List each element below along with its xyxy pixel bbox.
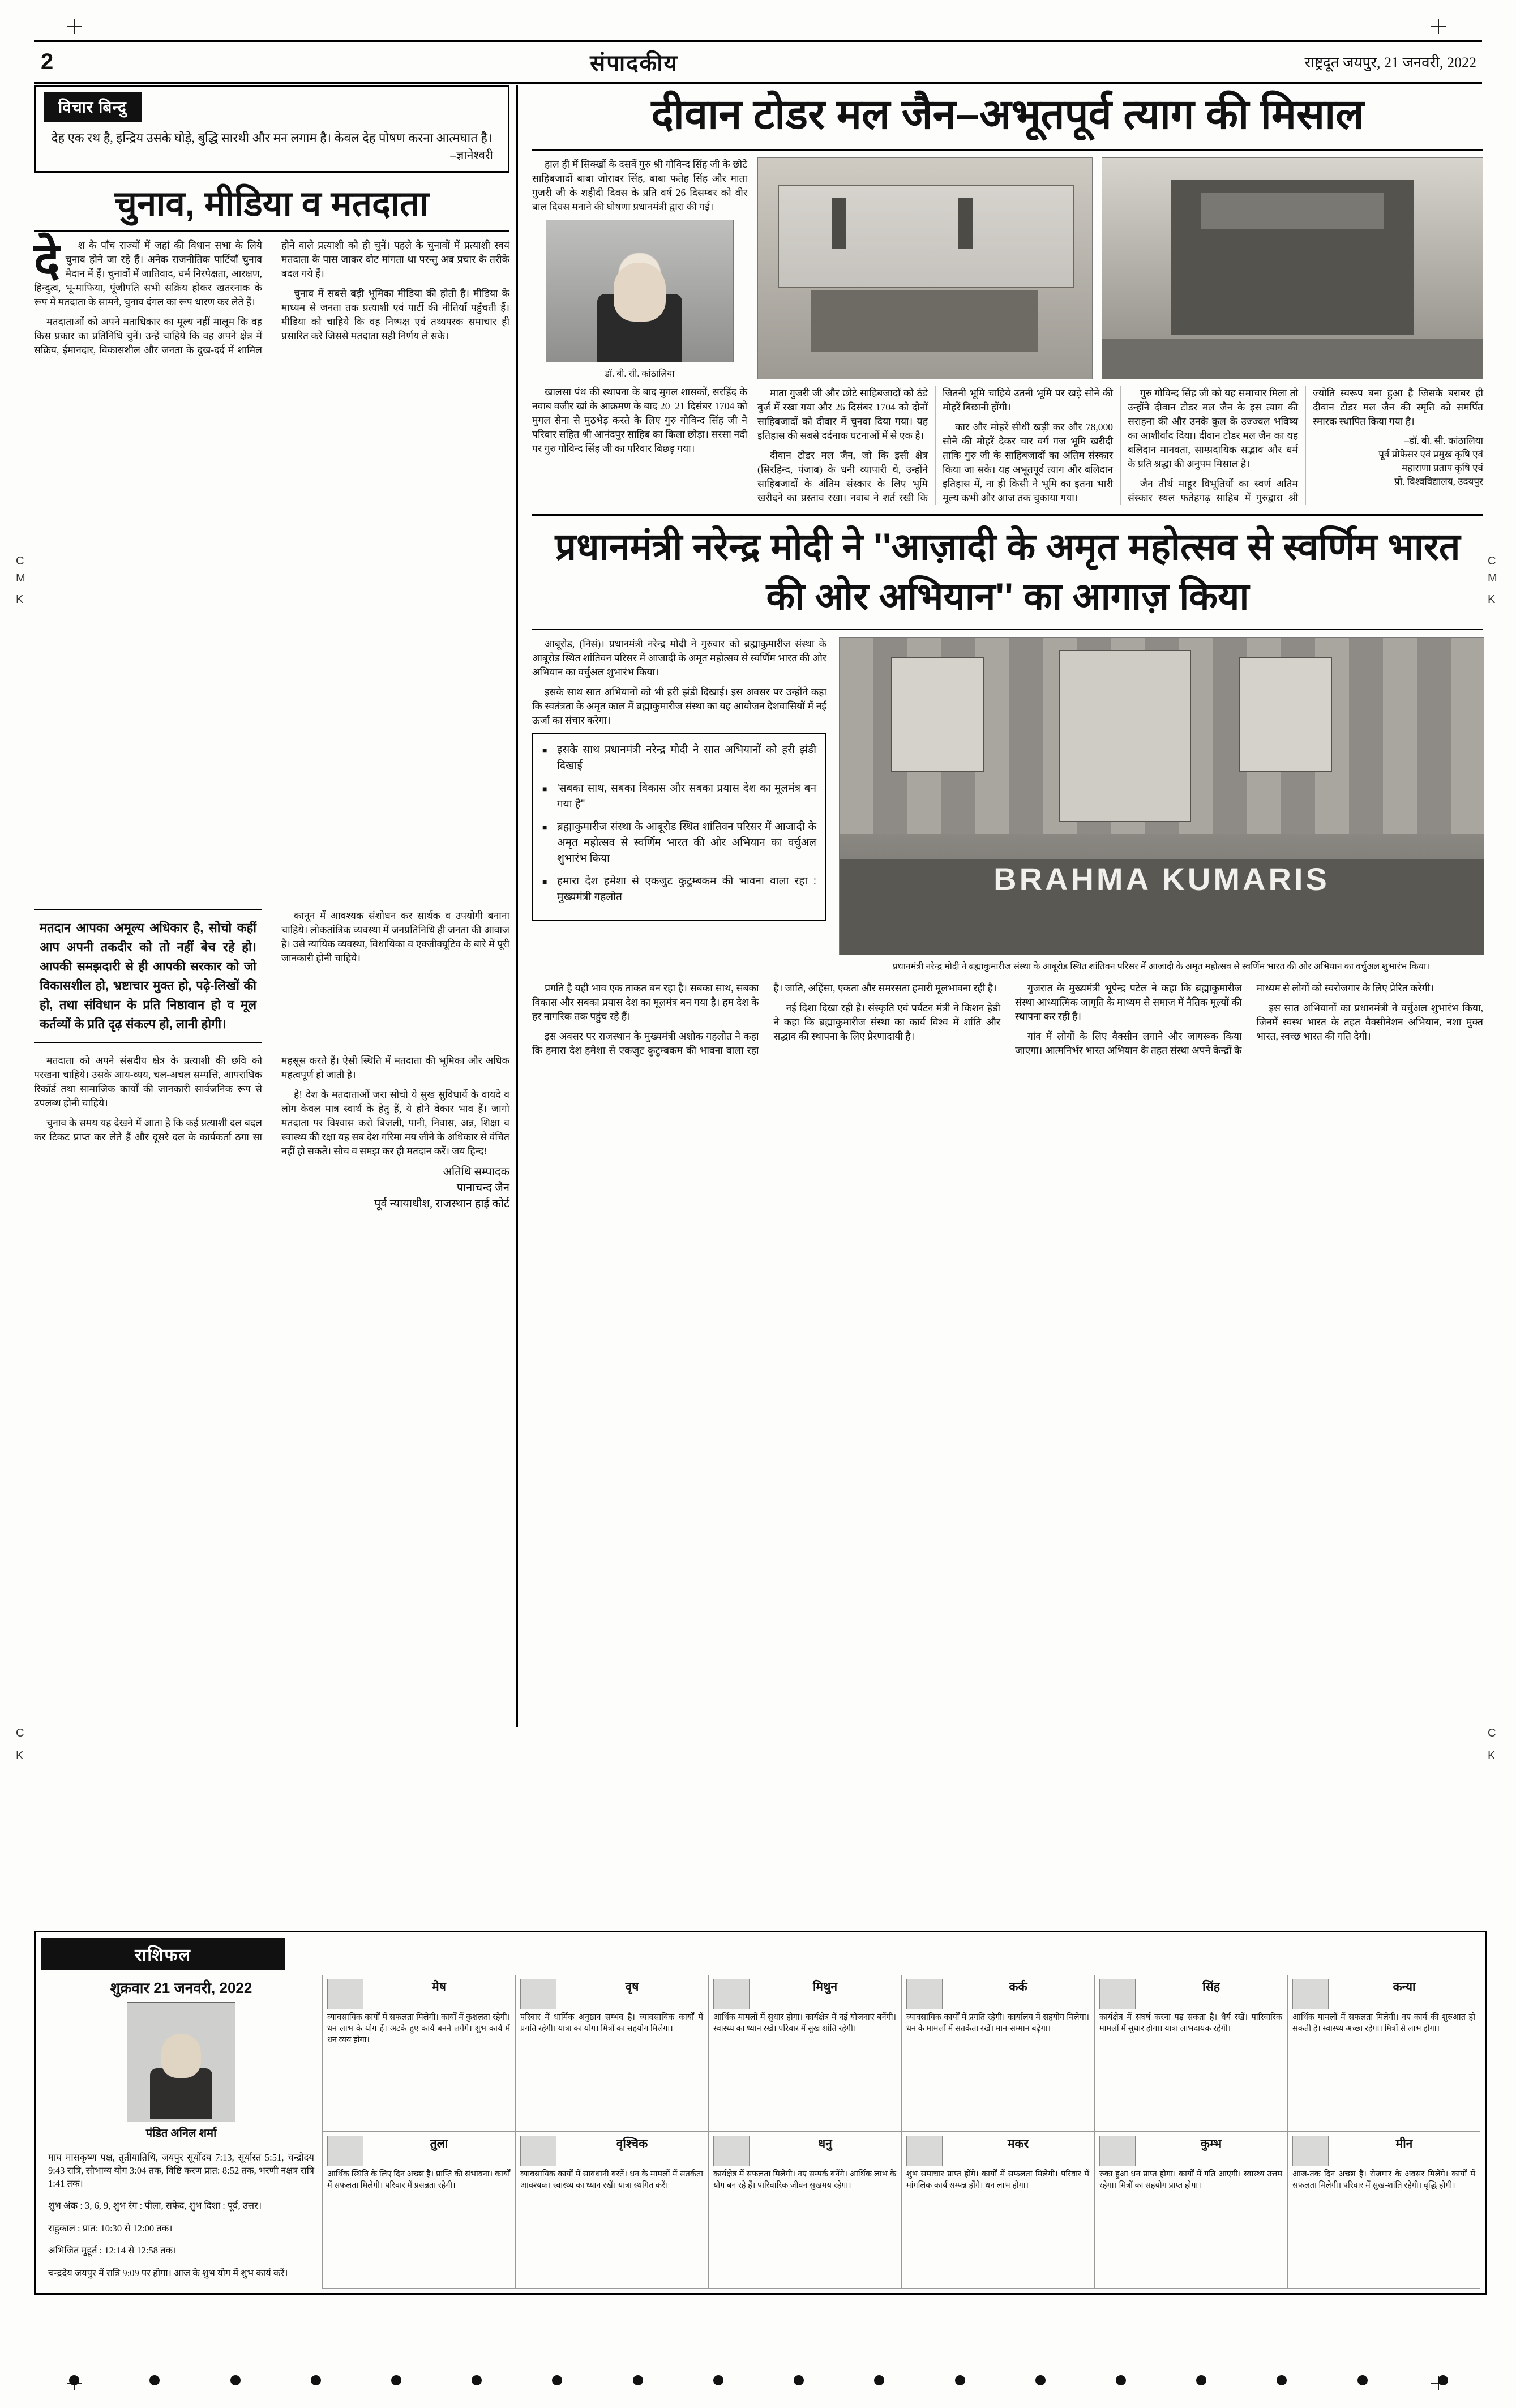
zodiac-cell (515, 2132, 708, 2289)
registration-dot (149, 2375, 160, 2385)
paragraph: प्रगति है यही भाव एक ताकत बन रहा है। सबका साथ, सबका विकास और सबका प्रयास देश का मूलमंत्र बन गया है। हम देश के हर नागरिक तक पहुंच रहे हैं। (532, 982, 759, 1022)
registration-dot (472, 2375, 482, 2385)
zodiac-cell (1094, 1975, 1287, 2132)
paragraph: श के पाँच राज्यों में जहां की विधान सभा के लिये चुनाव होने जा रहे हैं। अनेक राजनीतिक पार्टियाँ चुनाव मैदान में हैं। चुनावों में जातिवाद, धर्म निरपेक्षता, आरक्षण, हिन्दुत्व, भू-माफिया, पूंजीपति सभी सक्रिय होकर खतरनाक के रूप में मतदाता के सामने, चुनाव दंगल का रूप धारण कर लेते हैं। (34, 239, 262, 307)
zodiac-text: आर्थिक मामलों में सुधार होगा। कार्यक्षेत्र में नई योजनाएं बनेंगी। स्वास्थ्य का ध्यान रखें। परिवार में सुख शांति रहेगी। (713, 2013, 896, 2033)
signature-line: पूर्व न्यायाधीश, राजस्थान हाई कोर्ट (374, 1197, 509, 1210)
panchang-line: शुभ अंक : 3, 6, 9, शुभ रंग : पीला, सफेद, शुभ दिशा : पूर्व, उत्तर। (48, 2200, 262, 2211)
zodiac-text: शुभ समाचार प्राप्त होंगे। कार्यों में सफलता मिलेगी। परिवार में मांगलिक कार्य सम्पन्न होंगे। धन लाभ होगा। (906, 2170, 1089, 2190)
paragraph: चुनाव के समय यह देखने में आता है कि कई प्रत्याशी दल बदल कर टिकट प्राप्त कर लेते हैं और दूसरे दल के कार्यकर्ता ठगा सा महसूस करते हैं। ऐसी स्थिति में मतदाता की भूमिका और अधिक महत्वपूर्ण हो जाती है। (34, 1055, 509, 1143)
zodiac-icon (1292, 1979, 1329, 2009)
zodiac-icon (520, 2136, 556, 2166)
zodiac-text: रुका हुआ धन प्राप्त होगा। कार्यों में गति आएगी। स्वास्थ्य उत्तम रहेगा। मित्रों का सहयोग प्राप्त होगा। (1099, 2170, 1282, 2190)
zodiac-name: वृश्चिक (616, 2137, 648, 2150)
modi-story-headline: प्रधानमंत्री नरेन्द्र मोदी ने ''आज़ादी के अमृत महोत्सव से स्वर्णिम भारत की ओर अभियान'' का आगाज़ किया (555, 525, 1461, 617)
main-area (532, 85, 1483, 1058)
registration-dot (713, 2375, 723, 2385)
paragraph: नई दिशा दिखा रही है। संस्कृति एवं पर्यटन मंत्री ने किशन हेडी ने कहा कि ब्रह्माकुमारीज संस्था का कार्य विश्व में शांति और सद्भाव की स्थापना के लिए प्रेरणादायी है। (773, 1002, 1000, 1042)
divider (532, 149, 1483, 151)
byline-line: प्रो. विश्वविद्यालय, उदयपुर (1394, 476, 1483, 487)
author-photo (546, 220, 734, 362)
jain-story-intro (532, 157, 747, 461)
zodiac-text: व्यावसायिक कार्यों में सावधानी बरतें। धन के मामलों में सतर्कता आवश्यक। स्वास्थ्य का ध्यान रखें। यात्रा स्थगित करें। (520, 2170, 703, 2190)
zodiac-cell (901, 1975, 1094, 2132)
paragraph: माता गुजरी जी और छोटे साहिबजादों को ठंडे बुर्ज में रखा गया और 26 दिसंबर 1704 को दोनों साहिबजादों को दीवार में चुनवा दिया गया। यह इतिहास की सबसे दर्दनाक घटनाओं में से एक है। (757, 387, 928, 441)
lead-article-body-bottom (34, 1054, 509, 1158)
byline-line: महाराणा प्रताप कृषि एवं (1402, 463, 1483, 473)
jain-story-byline (1313, 434, 1483, 489)
registration-dot (1357, 2375, 1368, 2385)
astrologer-name: पंडित अनिल शर्मा (145, 2127, 217, 2140)
zodiac-icon (906, 2136, 943, 2166)
zodiac-text: व्यावसायिक कार्यों में सफलता मिलेगी। कार्यों में कुशलता रहेगी। धन लाभ के योग हैं। अटके हुए कार्य बनने लगेंगे। शुभ कार्य में धन व्यय होगा। (327, 2013, 510, 2045)
paragraph: मतदाता को अपने संसदीय क्षेत्र के प्रत्याशी की छवि को परखना चाहिये। उसके आय-व्यय, चल-अचल सम्पत्ति, आपराधिक रिकॉर्ड तथा सामाजिक कार्यों की जानकारी सार्वजनिक रूप से उपलब्ध होनी चाहिये। (34, 1055, 262, 1109)
vichar-bindu-text: देह एक रथ है, इन्द्रिय उसके घोड़े, बुद्धि सारथी और मन लगाम है। केवल देह पोषण करना आत्मघात है। (51, 131, 493, 145)
crop-mark-c-right: C (1488, 555, 1496, 567)
brahma-kumaris-banner: BRAHMA KUMARIS (993, 861, 1330, 897)
paragraph: हाल ही में सिक्खों के दसवें गुरु श्री गोविन्द सिंह जी के छोटे साहिबजादों बाबा जोरावर सिंह, बाबा फतेह सिंह और माता गुजरी जी के शहीदी दिवस के प्रति वर्ष 26 दिसम्बर को वीर बाल दिवस मनाने की घोषणा प्रधानमंत्री द्वारा की गई। (532, 159, 747, 212)
registration-dot (794, 2375, 804, 2385)
zodiac-text: परिवार में धार्मिक अनुष्ठान सम्भव है। व्यावसायिक कार्यों में प्रगति रहेगी। यात्रा का योग। मित्रों का सहयोग मिलेगा। (520, 2013, 703, 2033)
paragraph: गांव में लोगों के लिए वैक्सीन लगाने और जागरूक किया जाएगा। आत्मनिर्भर भारत अभियान के तहत संस्था अपने केन्द्रों के माध्यम से लोगों को स्वरोजगार के लिए प्रेरित करेगी। (1015, 982, 1434, 1056)
zodiac-text: आज-तक दिन अच्छा है। रोजगार के अवसर मिलेंगे। कार्यों में सफलता मिलेगी। परिवार में सुख-शांति रहेगी। वृद्धि होगी। (1292, 2170, 1475, 2190)
paragraph: इसके साथ सात अभियानों को भी हरी झंडी दिखाई। इस अवसर पर उन्होंने कहा कि स्वतंत्रता के अमृत काल में ब्रह्माकुमारीज संस्था का यह आयोजन देशवासियों में नई ऊर्जा का संचार करेगा। (532, 686, 826, 726)
page-number: 2 (41, 49, 54, 74)
jain-story-body (757, 386, 1483, 505)
bullet-item: ■ ब्रह्माकुमारीज संस्था के आबूरोड स्थित शांतिवन परिसर में आजादी के अमृत महोत्सव से स्वर्णिम भारत की ओर अभियान का वर्चुअल शुभारंभ किया (542, 819, 816, 867)
signature-line: –अतिथि सम्पादक (437, 1166, 509, 1178)
zodiac-name: मेष (432, 1981, 446, 1994)
zodiac-name: कुम्भ (1200, 2137, 1222, 2150)
zodiac-grid (322, 1975, 1480, 2289)
lead-article-body-top (34, 233, 509, 906)
registration-dot (230, 2375, 241, 2385)
paragraph: इस सात अभियानों का प्रधानमंत्री ने वर्चुअल शुभारंभ किया, जिनमें स्वस्थ भारत के तहत वैक्सीनेशन अभियान, नशा मुक्त भारत, स्वच्छ भारत की गति देगी। (1256, 1002, 1483, 1042)
zodiac-name: धनु (818, 2137, 832, 2150)
registration-dot (1116, 2375, 1126, 2385)
vichar-bindu-box (34, 85, 509, 173)
paragraph: मतदाताओं को अपने मताधिकार का मूल्य नहीं मालूम कि वह किस प्रकार का प्रतिनिधि चुनें। उन्हें चाहिये कि वह अपने क्षेत्र में सक्रिय, ईमानदार, विकासशील और जनता के दुख-दर्द में शामिल होने वाले प्रत्याशी को ही चुनें। पहले के चुनावों में प्रत्याशी स्वयं मतदाता के पास जाकर वोट मांगता था परन्तु अब प्रचार के तरीके बदल गये हैं। (34, 239, 509, 356)
divider (34, 230, 509, 232)
zodiac-cell (322, 1975, 515, 2132)
paragraph: आबूरोड, (निसं)। प्रधानमंत्री नरेन्द्र मोदी ने गुरुवार को ब्रह्माकुमारीज संस्था के आबूरोड स्थित शांतिवन परिसर में आजादी के अमृत महोत्सव से स्वर्णिम भारत की ओर अभियान का वर्चुअल शुभारंभ किया। (532, 638, 826, 678)
modi-story-body (532, 981, 1483, 1058)
zodiac-name: कर्क (1009, 1981, 1027, 1994)
paragraph: जैन तीर्थ माहूर विभूतियों का स्वर्ण अतिम संस्कार स्थल फतेहगढ़ साहिब में गुरुद्वारा श्री ज्योति स्वरूप बना हुआ है जिसके बराबर ही दीवान टोडर मल जैन की स्मृति को समर्पित स्मारक स्थापित किया गया है। (1128, 387, 1483, 503)
crop-mark-k-left-lower: K (16, 1750, 24, 1762)
crop-mark-k-right: K (1488, 593, 1496, 606)
rashifal-label: राशिफल (41, 1938, 285, 1970)
zodiac-cell (322, 2132, 515, 2289)
masthead (34, 40, 1482, 84)
panchang-details (48, 2151, 314, 2279)
zodiac-icon (1292, 2136, 1329, 2166)
left-rail (34, 85, 509, 1212)
registration-dot (1196, 2375, 1206, 2385)
zodiac-icon (906, 1979, 943, 2009)
paragraph: इस अवसर पर राजस्थान के मुख्यमंत्री अशोक गहलोत ने कहा कि हमारा देश हमेशा से एकजुट कुटुम्बकम की भावना वाला रहा है। जाति, अहिंसा, एकता और समरसता हमारी मूलभावना रही है। (532, 982, 997, 1056)
panchang-line: अभिजित मुहूर्त : 12:14 से 12:58 तक। (48, 2245, 177, 2256)
zodiac-icon (713, 2136, 750, 2166)
registration-dot (1438, 2375, 1448, 2385)
paragraph: कानून में आवश्यक संशोधन कर सार्थक व उपयोगी बनाना चाहिये। लोकतांत्रिक व्यवस्था में जनप्रतिनिधि ही जनता की आवाज है। उसे न्यायिक व्यवस्था, विधायिका व एक्जीक्यूटिव के बारे में पूरी जानकारी होनी चाहिये। (281, 910, 509, 964)
paragraph: गुरु गोविन्द सिंह जी को यह समाचार मिला तो उन्होंने दीवान टोडर मल जैन के इस त्याग की सराहना की और उनके कुल के उज्ज्वल भविष्य का आशीर्वाद दिया। दीवान टोडर मल जैन का यह बलिदान मानवता, साम्प्रदायिक सद्भाव और धर्म के प्रति श्रद्धा की अनुपम मिसाल है। (1128, 387, 1298, 469)
zodiac-cell (708, 1975, 901, 2132)
section-title: संपादकीय (590, 50, 678, 76)
registration-dot (633, 2375, 643, 2385)
panchang-line: माघ मासकृष्ण पक्ष, तृतीयातिथि, जयपुर सूर्योदय 7:13, सूर्यास्त 5:51, चन्द्रोदय 9:43 रात्रि, सौभाग्य योग 3:04 तक, विष्टि करण प्रात: 8:52 तक, भरणी नक्षत्र रात्रि 1:41 तक। (48, 2152, 314, 2189)
zodiac-text: आर्थिक मामलों में सफलता मिलेगी। नए कार्य की शुरुआत हो सकती है। स्वास्थ्य अच्छा रहेगा। मित्रों से लाभ होगा। (1292, 2013, 1475, 2033)
registration-dot (311, 2375, 321, 2385)
drop-cap: दे (34, 233, 60, 288)
panchang-line: राहुकाल : प्रात: 10:30 से 12:00 तक। (48, 2222, 173, 2234)
zodiac-cell (1287, 2132, 1480, 2289)
registration-dot (69, 2375, 79, 2385)
crop-mark-c-left-lower: C (16, 1727, 24, 1739)
divider (532, 629, 1483, 630)
zodiac-icon (1099, 2136, 1136, 2166)
bullet-item: ■ इसके साथ प्रधानमंत्री नरेन्द्र मोदी ने सात अभियानों को हरी झंडी दिखाई (542, 742, 816, 774)
bullet-item: ■ 'सबका साथ, सबका विकास और सबका प्रयास देश का मूलमंत्र बन गया है'' (542, 781, 816, 812)
modi-photo-caption: प्रधानमंत्री नरेन्द्र मोदी ने ब्रह्माकुमारीज संस्था के आबूरोड स्थित शांतिवन परिसर में आजादी के अमृत महोत्सव से स्वर्णिम भारत की ओर अभियान का वर्चुअल शुभारंभ किया। (892, 962, 1430, 972)
registration-dot (1277, 2375, 1287, 2385)
modi-event-photo (839, 637, 1484, 955)
rashifal-section (34, 1931, 1487, 2295)
crop-mark-m-left: M (16, 572, 25, 584)
crop-mark-k-right-lower: K (1488, 1750, 1496, 1762)
zodiac-text: कार्यक्षेत्र में संघर्ष करना पड़ सकता है। धैर्य रखें। पारिवारिक मामलों में सुधार होगा। यात्रा लाभदायक रहेगी। (1099, 2013, 1282, 2033)
zodiac-cell (708, 2132, 901, 2289)
zodiac-icon (1099, 1979, 1136, 2009)
vichar-bindu-label: विचार बिन्दु (44, 92, 142, 122)
rashifal-left-panel (40, 1975, 322, 2289)
historic-illustration-photo (757, 157, 1093, 379)
zodiac-cell (901, 2132, 1094, 2289)
paragraph: चुनाव में सबसे बड़ी भूमिका मीडिया की होती है। मीडिया के माध्यम से जनता तक प्रत्याशी एवं पार्टी की नीतियाँ पहुँचती हैं। मीडिया को चाहिये कि वह निष्पक्ष एवं तथ्यपरक समाचार ही प्रसारित करे जिससे मतदाता सही निर्णय ले सके। (281, 288, 509, 341)
byline-line: पूर्व प्रोफेसर एवं प्रमुख कृषि एवं (1378, 449, 1483, 460)
crop-mark-c-right-lower: C (1488, 1727, 1496, 1739)
zodiac-name: सिंह (1202, 1981, 1220, 1994)
byline-line: –डॉ. बी. सी. कांठालिया (1404, 435, 1483, 446)
rashifal-date: शुक्रवार 21 जनवरी, 2022 (110, 1979, 252, 1996)
modi-story-lead (532, 637, 826, 728)
zodiac-text: कार्यक्षेत्र में सफलता मिलेगी। नए सम्पर्क बनेंगे। आर्थिक लाभ के योग बन रहे हैं। पारिवारिक जीवन सुखमय रहेगा। (713, 2170, 896, 2190)
registration-mark-top-right (1431, 19, 1446, 34)
crop-mark-m-right: M (1488, 572, 1497, 584)
crop-mark-c-left: C (16, 555, 24, 567)
zodiac-cell (515, 1975, 708, 2132)
paragraph: हे! देश के मतदाताओं जरा सोचो ये सुख सुविधायें के वायदे व लोग केवल मात्र स्वार्थ के हेतु हैं, ये होने वेकार भाव हैं। जागो मतदाता पर विश्वास करो बिजली, पानी, निवास, अन्न, शिक्षा व स्वास्थ्य की रक्षा यह सब देश गरिमा मय जीने के अधिकार से वंचित नहीं हो सकते। सोच व समझ कर ही मतदान करें। जय हिन्द! (281, 1089, 509, 1157)
zodiac-name: मकर (1007, 2137, 1029, 2150)
zodiac-name: वृष (625, 1981, 639, 1994)
registration-mark-top-left (67, 19, 82, 34)
vichar-bindu-source: –ज्ञानेश्वरी (450, 148, 493, 162)
print-registration-dots (34, 2375, 1483, 2385)
zodiac-icon (327, 2136, 363, 2166)
author-photo-caption: डॉ. बी. सी. कांठालिया (605, 369, 675, 379)
registration-dot (391, 2375, 401, 2385)
paragraph: खालसा पंथ की स्थापना के बाद मुगल शासकों, सरहिंद के नवाब वजीर खां के आक्रमण के बाद 20–21 दिसंबर 1704 को मुगल सेना से मुठभेड़ करते के लिए गुरु गोविन्द सिंह जी ने परिवार सहित श्री आनंदपुर साहिब का किला छोड़ा। सरसा नदी पर गुरु गोविन्द सिंह जी का परिवार बिछड़ गया। (532, 386, 747, 454)
zodiac-cell (1094, 2132, 1287, 2289)
panchang-line: चन्द्रदेय जयपुर में रात्रि 9:09 पर होगा। आज के शुभ योग में शुभ कार्य करें। (48, 2267, 288, 2278)
modi-story-bullets (532, 733, 826, 921)
signature-line: पानाचन्द जैन (456, 1182, 509, 1194)
zodiac-name: मिथुन (812, 1981, 838, 1994)
lead-article-body-rightcol (281, 909, 509, 1050)
lead-article-signature (34, 1164, 509, 1212)
zodiac-name: कन्या (1393, 1981, 1416, 1994)
registration-dot (955, 2375, 965, 2385)
registration-dot (1035, 2375, 1046, 2385)
pullquote: मतदान आपका अमूल्य अधिकार है, सोचो कहीं आप अपनी तकदीर को तो नहीं बेच रहे हो। आपकी समझदारी से ही आपकी सरकार को जो विकासशील हो, भ्रष्टाचार मुक्त हो, पढ़े-लिखों की हो, तथा संविधान के प्रति निष्ठावान हो व मूल कर्तव्यों के प्रति दृढ़ संकल्प हो, लानी होगी। (34, 909, 262, 1043)
jain-story-headline: दीवान टोडर मल जैन–अभूतपूर्व त्याग की मिसाल (651, 91, 1364, 138)
zodiac-icon (713, 1979, 750, 2009)
crop-mark-k-left: K (16, 593, 24, 606)
paragraph: कार और मोहरें सीधी खड़ी कर और 78,000 सोने की मोहरें देकर चार वर्ग गज भूमि खरीदी ताकि गुरु जी के साहिबजादों का अंतिम संस्कार किया जा सके। यह अभूतपूर्व त्याग और बलिदान इतिहास में, ना ही किसी ने भूमि का इतना भारी मूल्य कभी और आज तक चुकाया गया। (943, 421, 1113, 503)
bullet-item: ■ हमारा देश हमेशा से एकजुट कुटुम्बकम की भावना वाला रहा : मुख्यमंत्री गहलोत (542, 874, 816, 905)
paragraph: गुजरात के मुख्यमंत्री भूपेन्द्र पटेल ने कहा कि ब्रह्माकुमारीज संस्था आध्यात्मिक जागृति के माध्यम से समाज में नैतिक मूल्यों की स्थापना कर रही है। (1015, 982, 1242, 1022)
column-divider (516, 85, 518, 1727)
zodiac-name: तुला (430, 2137, 448, 2150)
zodiac-name: मीन (1395, 2137, 1413, 2150)
zodiac-text: आर्थिक स्थिति के लिए दिन अच्छा है। प्राप्ति की संभावना। कार्यों में सफलता मिलेगी। परिवार में प्रसन्नता रहेगी। (327, 2170, 510, 2190)
lead-article-headline: चुनाव, मीडिया व मतदाता (114, 185, 429, 224)
registration-dot (874, 2375, 884, 2385)
astrologer-photo (127, 2002, 235, 2122)
zodiac-icon (520, 1979, 556, 2009)
registration-dot (552, 2375, 562, 2385)
publication-line: राष्ट्रदूत जयपुर, 21 जनवरी, 2022 (1304, 54, 1476, 71)
divider (532, 514, 1483, 516)
zodiac-icon (327, 1979, 363, 2009)
paragraph: दीवान टोडर मल जैन, जो कि इसी क्षेत्र (सिरहिन्द, पंजाब) के धनी व्यापारी थे, उन्होंने साहिबजादों के अंतिम संस्कार के लिए भूमि खरीदने का प्रस्ताव रखा। नवाब ने शर्त रखी कि जितनी भूमि चाहिये उतनी भूमि पर खड़े सोने की मोहरें बिछानी होंगी। (757, 387, 1113, 503)
zodiac-cell (1287, 1975, 1480, 2132)
zodiac-text: व्यावसायिक कार्यों में प्रगति रहेगी। कार्यालय में सहयोग मिलेगा। धन के मामलों में सतर्कता रखें। मान-सम्मान बढ़ेगा। (906, 2013, 1089, 2033)
memorial-building-photo (1102, 157, 1483, 379)
